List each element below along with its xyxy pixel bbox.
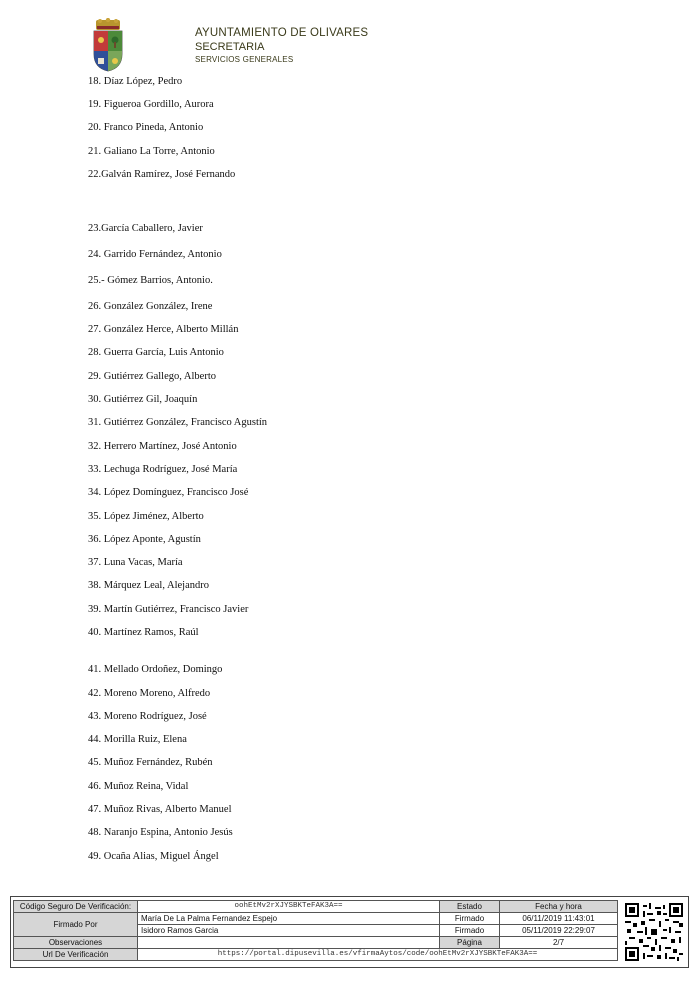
list-item: 25.- Gómez Barrios, Antonio. bbox=[88, 275, 213, 286]
firmado-por-label: Firmado Por bbox=[14, 913, 138, 937]
verification-url[interactable]: https://portal.dipusevilla.es/vfirmaAytos/code/oohEtMv2rXJYSBKTeFAK3A== bbox=[138, 949, 618, 961]
list-item: 34. López Domínguez, Francisco José bbox=[88, 487, 249, 498]
fecha-header: Fecha y hora bbox=[500, 901, 618, 913]
list-item: 44. Morilla Ruiz, Elena bbox=[88, 734, 187, 745]
verification-table bbox=[13, 900, 618, 961]
verification-footer bbox=[10, 896, 689, 968]
department-section: SERVICIOS GENERALES bbox=[195, 55, 294, 64]
document-header bbox=[90, 18, 490, 74]
list-item: 42. Moreno Moreno, Alfredo bbox=[88, 688, 211, 699]
signer-date: 06/11/2019 11:43:01 bbox=[500, 913, 618, 925]
code-label: Código Seguro De Verificación: bbox=[14, 901, 138, 913]
signer-name: María De La Palma Fernandez Espejo bbox=[138, 913, 440, 925]
list-item: 45. Muñoz Fernández, Rubén bbox=[88, 757, 213, 768]
list-item: 40. Martínez Ramos, Raúl bbox=[88, 627, 199, 638]
header-text bbox=[195, 26, 368, 66]
list-item: 29. Gutiérrez Gallego, Alberto bbox=[88, 371, 216, 382]
list-item: 43. Moreno Rodríguez, José bbox=[88, 711, 207, 722]
list-item: 18. Díaz López, Pedro bbox=[88, 76, 183, 87]
list-item: 31. Gutiérrez González, Francisco Agustín bbox=[88, 417, 268, 428]
list-item: 46. Muñoz Reina, Vidal bbox=[88, 781, 189, 792]
list-item: 21. Galiano La Torre, Antonio bbox=[88, 146, 215, 157]
list-item: 20. Franco Pineda, Antonio bbox=[88, 122, 204, 133]
list-item: 41. Mellado Ordoñez, Domingo bbox=[88, 664, 223, 675]
coat-of-arms-icon bbox=[90, 18, 126, 72]
list-item: 22.Galván Ramírez, José Fernando bbox=[88, 169, 236, 180]
list-item: 28. Guerra García, Luis Antonio bbox=[88, 347, 224, 358]
pagina-label: Página bbox=[440, 937, 500, 949]
list-item: 36. López Aponte, Agustín bbox=[88, 534, 201, 545]
estado-header: Estado bbox=[440, 901, 500, 913]
department-subtitle: SECRETARIA bbox=[195, 41, 265, 53]
list-item: 23.García Caballero, Javier bbox=[88, 223, 203, 234]
signer-date: 05/11/2019 22:29:07 bbox=[500, 925, 618, 937]
list-item: 26. González González, Irene bbox=[88, 301, 213, 312]
list-item: 32. Herrero Martínez, José Antonio bbox=[88, 441, 237, 452]
list-item: 39. Martín Gutiérrez, Francisco Javier bbox=[88, 604, 249, 615]
list-item: 27. González Herce, Alberto Millán bbox=[88, 324, 239, 335]
list-item: 35. López Jiménez, Alberto bbox=[88, 511, 204, 522]
list-item: 24. Garrido Fernández, Antonio bbox=[88, 249, 222, 260]
observaciones-value bbox=[138, 937, 440, 949]
list-item: 37. Luna Vacas, María bbox=[88, 557, 183, 568]
signer-name: Isidoro Ramos Garcia bbox=[138, 925, 440, 937]
list-item: 33. Lechuga Rodríguez, José María bbox=[88, 464, 238, 475]
municipality-title: AYUNTAMIENTO DE OLIVARES bbox=[195, 27, 369, 39]
qr-code-icon bbox=[625, 903, 683, 961]
list-item: 19. Figueroa Gordillo, Aurora bbox=[88, 99, 214, 110]
signer-status: Firmado bbox=[440, 925, 500, 937]
list-item: 30. Gutiérrez Gil, Joaquín bbox=[88, 394, 198, 405]
signer-status: Firmado bbox=[440, 913, 500, 925]
page-number: 2/7 bbox=[500, 937, 618, 949]
list-item: 49. Ocaña Alias, Miguel Ángel bbox=[88, 851, 219, 862]
observaciones-label: Observaciones bbox=[14, 937, 138, 949]
verification-code: oohEtMv2rXJYSBKTeFAK3A== bbox=[138, 901, 440, 913]
list-item: 48. Naranjo Espina, Antonio Jesús bbox=[88, 827, 233, 838]
url-label: Url De Verificación bbox=[14, 949, 138, 961]
list-item: 38. Márquez Leal, Alejandro bbox=[88, 580, 209, 591]
list-item: 47. Muñoz Rivas, Alberto Manuel bbox=[88, 804, 232, 815]
